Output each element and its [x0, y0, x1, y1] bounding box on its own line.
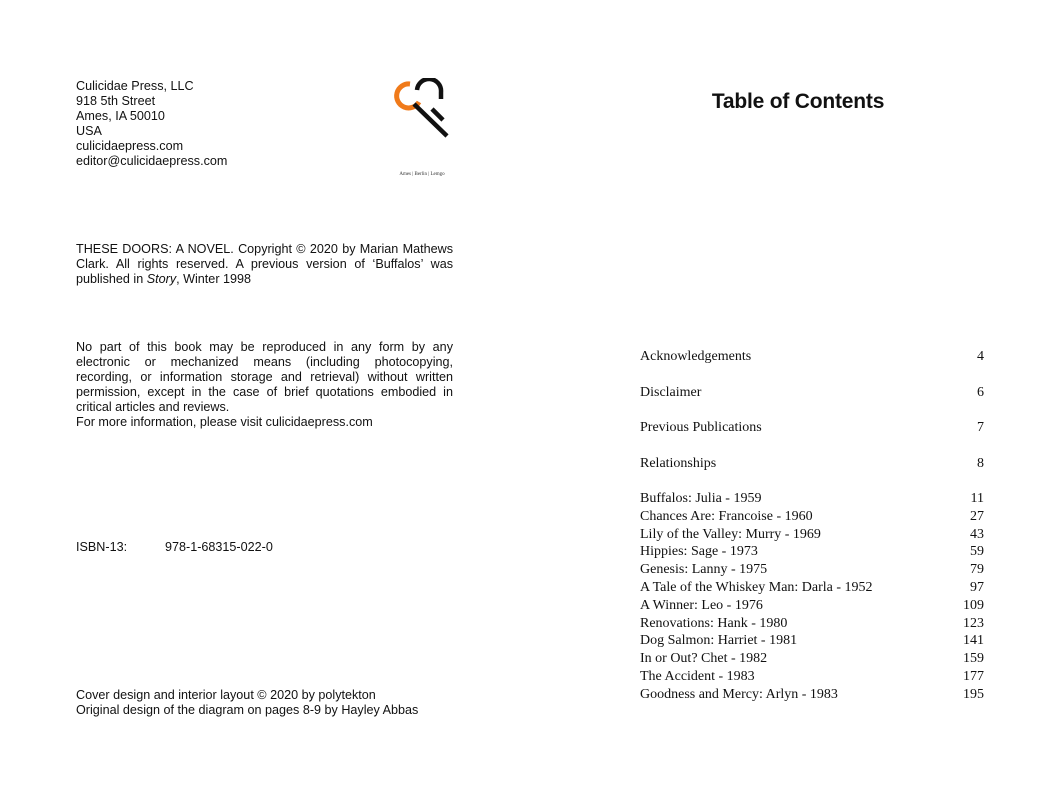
cover-design-credit: Cover design and interior layout © 2020 by polytekton [76, 688, 376, 702]
toc-entry-title: In or Out? Chet - 1982 [640, 651, 768, 667]
toc-entry[interactable] [640, 597, 984, 615]
toc-entry-title: Dog Salmon: Harriet - 1981 [640, 633, 798, 649]
publisher-website: culicidaepress.com [76, 139, 184, 153]
toc-entry-title: The Accident - 1983 [640, 668, 755, 684]
toc-entry-title: Lily of the Valley: Murry - 1969 [640, 526, 821, 542]
toc-entry-title: Buffalos: Julia - 1959 [640, 491, 762, 506]
toc-entry[interactable] [640, 668, 984, 686]
toc-entry-page: 4 [977, 349, 984, 364]
city-state-zip: Ames, IA 50010 [76, 109, 165, 123]
toc-entry-title: A Winner: Leo - 1976 [640, 597, 763, 613]
toc-entry[interactable] [640, 348, 984, 384]
toc-front-matter [640, 348, 984, 490]
toc-entry-page: 141 [963, 633, 984, 649]
toc-title: Table of Contents [711, 90, 885, 113]
toc-entry-title: Relationships [640, 455, 717, 471]
culicidae-press-logo-icon [392, 78, 452, 140]
toc-entry[interactable] [640, 508, 984, 526]
toc-entry-title: Renovations: Hank - 1980 [640, 615, 788, 631]
toc-entry[interactable] [640, 455, 984, 491]
toc-entry-page: 59 [970, 544, 984, 560]
publisher-address [76, 79, 227, 169]
publisher-email: editor@culicidaepress.com [76, 154, 228, 168]
toc-entry-title: Previous Publications [640, 420, 762, 436]
rights-paragraph: No part of this book may be reproduced in any form by any electronic or mechanized means (including photocopying, recording, or information storage and retrieval) without written permission, except in the case of brief quotations embodied in critical articles and reviews. [76, 340, 453, 414]
isbn-label: ISBN-13: [76, 540, 128, 554]
toc-entry-page: 177 [963, 668, 984, 684]
diagram-credit: Original design of the diagram on pages 8-9 by Hayley Abbas [76, 703, 419, 717]
toc-entry[interactable] [640, 543, 984, 561]
toc-entry-page: 43 [970, 526, 984, 542]
toc-entry-title: Acknowledgements [640, 349, 752, 364]
toc-entry-page: 7 [977, 420, 984, 436]
table-of-contents-page [530, 0, 1060, 798]
isbn [76, 540, 273, 555]
publication-name: Story [146, 272, 177, 286]
toc-entry[interactable] [640, 561, 984, 579]
toc-entry-page: 195 [963, 686, 984, 702]
toc-entry[interactable] [640, 632, 984, 650]
toc-entry-page: 97 [970, 579, 984, 595]
toc-entry[interactable] [640, 526, 984, 544]
toc-entry-page: 109 [963, 597, 984, 613]
street-address: 918 5th Street [76, 94, 156, 108]
toc-entry-page: 159 [963, 651, 984, 667]
toc-entry-page: 79 [970, 562, 984, 578]
toc-entry[interactable] [640, 615, 984, 633]
copyright-notice [76, 242, 453, 287]
copyright-text: THESE DOORS: A NOVEL. Copyright © 2020 by Marian Mathews Clark. All rights reserved. A previous version of ‘Buffalos’ was published in [76, 242, 453, 286]
toc-entry-page: 6 [977, 384, 984, 400]
toc-entry[interactable] [640, 419, 984, 455]
toc-entry-page: 8 [977, 455, 984, 471]
toc-chapters [640, 490, 984, 704]
toc-entry-page: 11 [970, 491, 984, 506]
isbn-value: 978-1-68315-022-0 [165, 540, 273, 554]
toc-entry-page: 123 [963, 615, 984, 631]
toc-entry-title: Genesis: Lanny - 1975 [640, 562, 768, 578]
toc-entry[interactable] [640, 686, 984, 704]
toc-entry-title: Disclaimer [640, 384, 702, 400]
toc-entry-title: Chances Are: Francoise - 1960 [640, 508, 813, 524]
more-info-text: For more information, please visit culicidaepress.com [76, 415, 373, 429]
toc-entry[interactable] [640, 650, 984, 668]
design-credits [76, 688, 418, 718]
toc-entry[interactable] [640, 384, 984, 420]
toc-entry-title: Goodness and Mercy: Arlyn - 1983 [640, 686, 838, 702]
toc-entry[interactable] [640, 579, 984, 597]
rights-notice [76, 340, 453, 430]
publisher-name: Culicidae Press, LLC [76, 79, 194, 93]
country: USA [76, 124, 102, 138]
toc-entry-page: 27 [970, 508, 984, 524]
publication-date: , Winter 1998 [176, 272, 252, 286]
toc-entry-title: Hippies: Sage - 1973 [640, 544, 758, 560]
logo-subtitle: Ames | Berlin | Lemgo [399, 172, 445, 177]
toc-entry-title: A Tale of the Whiskey Man: Darla - 1952 [640, 579, 873, 595]
toc-entry[interactable] [640, 490, 984, 508]
